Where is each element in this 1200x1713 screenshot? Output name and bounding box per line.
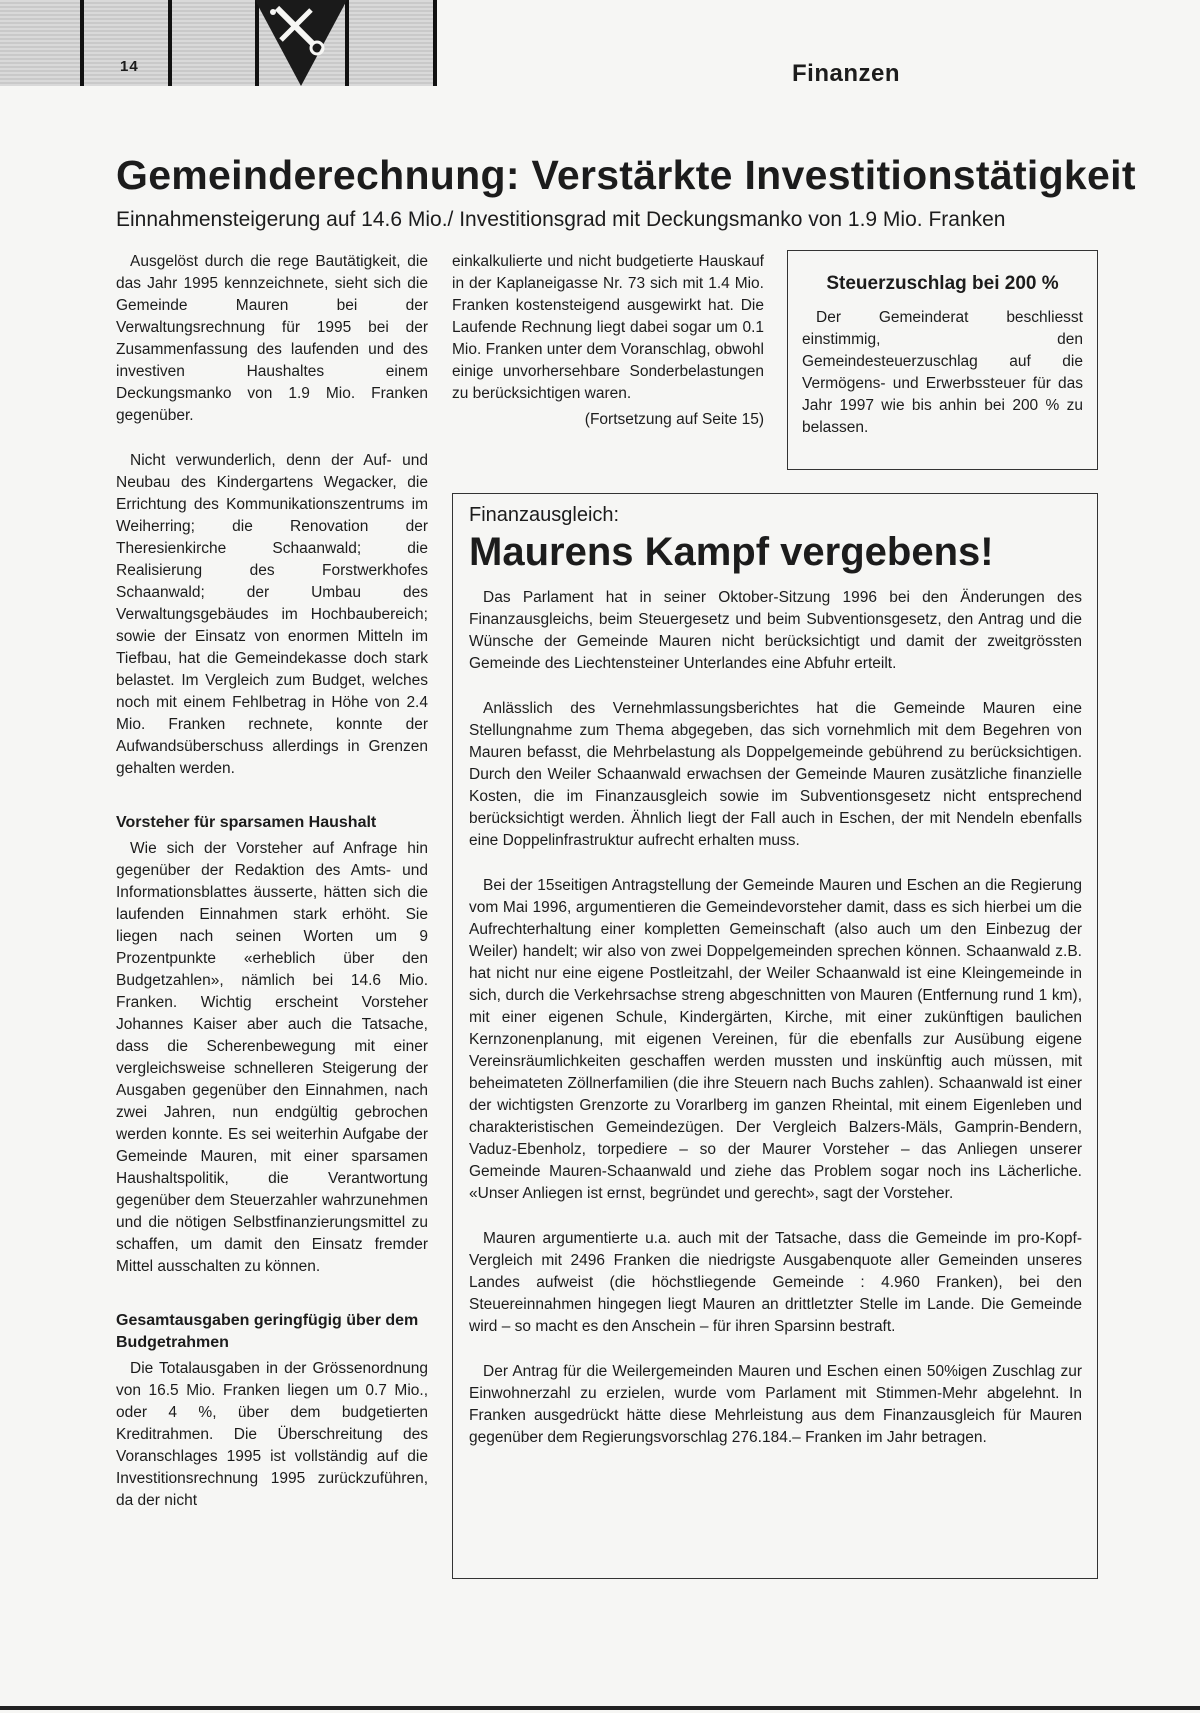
article-paragraph: Die Totalausgaben in der Grössenordnung von 16.5 Mio. Franken liegen um 0.7 Mio., oder 4 %, über dem budgetierten Kreditrahmen. Die Überschreitung des Voranschlages 1995 ist vollständig auf die Investitionsrechnung 1995 zurückzuführen, da der nicht (116, 1360, 428, 1509)
headline: Gemeinderechnung: Verstärkte Investitionstätigkeit (116, 152, 1136, 198)
subheadline: Einnahmensteigerung auf 14.6 Mio./ Investitionsgrad mit Deckungsmanko von 1.9 Mio. Franken (116, 208, 1006, 231)
article-paragraph: Bei der 15seitigen Antragstellung der Gemeinde Mauren und Eschen an die Regierung vom Mai 1996, argumentieren die Gemeindevorsteher damit, dass es sich hierbei um die Aufrechterhaltung einer kompletten Gemeinschaft (also auch um den Einbezug der Weiler) handelt; wir also von zwei Doppelgemeinden sprechen können. Schaanwald z.B. hat nicht nur eine eigene Postleitzahl, der Weiler Schaanwald ist eine Kleingemeinde in sich, durch die Verkehrsachse streng abgeschnitten von Mauren (Entfernung rund 1 km), mit einer eigenen Schule, Kindergärten, Kirche, mit einer zukünftigen baulichen Kernzonenplanung, mit eigenen Vereinen, für die ebenfalls zur Ausübung eigene Vereinsräumlichkeiten geschaffen werden mussten und inskünftig auch müssen, mit beheimateten Zöllnerfamilien (die ihre Steuern nach Buchs zahlen). Schaanwald ist einer der wichtigsten Grenzorte zu Vorarlberg im ganzen Rheintal, mit einem Eigenleben und charakteristischen Gemeindezügen. Der Vergleich Balzers-Mäls, Gamprin-Bendern, Vaduz-Ebenholz, torpediere – so der Maurer Vorsteher – das Anliegen unserer Gemeinde Mauren-Schaanwald und ziehe das Problem sogar noch ins Lächerliche. «Unser Anliegen ist ernst, begründet und gerecht», sagt der Vorsteher. (469, 877, 1082, 1202)
box-text: Der Gemeinderat beschliesst einstimmig, den Gemeindesteuerzuschlag auf die Vermögens- und Erwerbssteuer für das Jahr 1997 wie bis anhin bei 200 % zu belassen. (802, 309, 1083, 436)
section-heading: Gesamtausgaben geringfügig über dem Budgetrahmen (116, 1312, 419, 1351)
article-paragraph: Das Parlament hat in seiner Oktober-Sitzung 1996 bei den Änderungen des Finanzausgleichs, beim Steuergesetz und beim Subventionsgesetz, den Antrag und die Wünsche der Gemeinde Mauren nicht berücksichtigt und damit der zweitgrössten Gemeinde des Liechtensteiner Unterlandes eine Abfuhr erteilt. (469, 589, 1082, 672)
article-paragraph: Der Antrag für die Weilergemeinden Mauren und Eschen einen 50%igen Zuschlag zur Einwohnerzahl zu erzielen, wurde vom Parlament mit Stimmen-Mehr abgelehnt. In Franken ausgedrückt hätte diese Mehrleistung aus dem Finanzausgleich für Mauren gegenüber dem Regierungsvorschlag 276.184.– Franken im Jahr betragen. (469, 1363, 1082, 1446)
steuerzuschlag-box (787, 250, 1098, 470)
mauren-emblem-icon (255, 0, 347, 86)
header-divider (80, 0, 84, 86)
continuation-note: (Fortsetzung auf Seite 15) (584, 411, 764, 428)
header-band (0, 0, 435, 86)
box-title: Steuerzuschlag bei 200 % (826, 273, 1059, 294)
box-kicker: Finanzausgleich: (469, 504, 620, 526)
article-paragraph: Wie sich der Vorsteher auf Anfrage hin gegenüber der Redaktion des Amts- und Informationsblattes äusserte, hätten sich die laufenden Einnahmen stark erhöht. Sie liegen nach seinen Worten um 9 Prozentpunkte «erheblich über den Budgetzahlen», nämlich bei 14.6 Mio. Franken. Wichtig erscheint Vorsteher Johannes Kaiser aber auch die Tatsache, dass die Scherenbewegung mit einer vergleichsweise schnelleren Steigerung der Ausgaben gegenüber den Einnahmen, nach zwei Jahren, nun endgültig gebrochen werden konnte. Es sei weiterhin Aufgabe der Gemeinde Mauren, mit einer sparsamen Haushaltspolitik, die Verantwortung gegenüber dem Steuerzahler wahrzunehmen und die nötigen Selbstfinanzierungsmittel zu schaffen, um damit den Einsatz fremder Mittel ausschalten zu können. (116, 840, 428, 1275)
section-title: Finanzen (792, 60, 901, 87)
finanzausgleich-box (452, 493, 1098, 1579)
header-divider (433, 0, 437, 86)
article-paragraph: Mauren argumentierte u.a. auch mit der Tatsache, dass die Gemeinde im pro-Kopf-Vergleich mit 2496 Franken die niedrigste Ausgabenquote aller Gemeinden unseres Landes aufweist (die höchstliegende Gemeinde : 4.960 Franken), bei den Steuereinnahmen hingegen liegt Mauren an drittletzter Stelle im Lande. Die Gemeinde wird – so macht es den Anschein – für ihren Sparsinn bestraft. (469, 1230, 1082, 1335)
article-paragraph: Anlässlich des Vernehmlassungsberichtes hat die Gemeinde Mauren eine Stellungnahme zum Thema abgegeben, das sich vornehmlich mit dem Begehren von Mauren befasst, die Mehrbelastung als Doppelgemeinde gebührend zu berücksichtigen. Durch den Weiler Schaanwald erwachsen der Gemeinde Mauren zusätzliche finanzielle Kosten, die im Finanzausgleich sowie im Subventionsgesetz nicht entsprechend berücksichtigt werden. Ähnlich liegt der Fall auch in Eschen, der mit Nendeln ebenfalls eine Doppelinfrastruktur aufrecht erhalten muss. (469, 700, 1082, 849)
header-divider (168, 0, 172, 86)
left-column (116, 251, 428, 1535)
article-paragraph: Nicht verwunderlich, denn der Auf- und Neubau des Kindergartens Wegacker, die Errichtung des Kommunikationszentrums im Weiherring; die Renovation der Theresienkirche Schaanwald; die Realisierung des Forstwerkhofes Schaanwald; der Umbau des Verwaltungsgebäudes im Hochbaubereich; sowie der Einsatz von enormen Mitteln im Tiefbau, hat die Gemeindekasse doch stark belastet. Im Vergleich zum Budget, welches noch mit einem Fehlbetrag in Höhe von 2.4 Mio. Franken rechnete, konnte der Aufwandsüberschuss allerdings in Grenzen gehalten werden. (116, 452, 428, 777)
section-heading: Vorsteher für sparsamen Haushalt (116, 814, 377, 831)
middle-column (452, 251, 764, 431)
bottom-rule (0, 1706, 1200, 1710)
article-paragraph: Ausgelöst durch die rege Bautätigkeit, die das Jahr 1995 kennzeichnete, sieht sich die Gemeinde Mauren bei der Verwaltungsrechnung für 1995 bei der Zusammenfassung des laufenden und des investiven Haushaltes einem Deckungsmanko von 1.9 Mio. Franken gegenüber. (116, 253, 428, 424)
box-title: Maurens Kampf vergebens! (469, 530, 994, 574)
article-paragraph: einkalkulierte und nicht budgetierte Hauskauf in der Kaplaneigasse Nr. 73 sich mit 1.4 Mio. Franken kostensteigend ausgewirkt hat. Die Laufende Rechnung liegt dabei sogar um 0.1 Mio. Franken unter dem Voranschlag, obwohl einige unvorhersehbare Sonderbelastungen zu berücksichtigen waren. (452, 253, 764, 402)
page-number: 14 (120, 58, 139, 75)
